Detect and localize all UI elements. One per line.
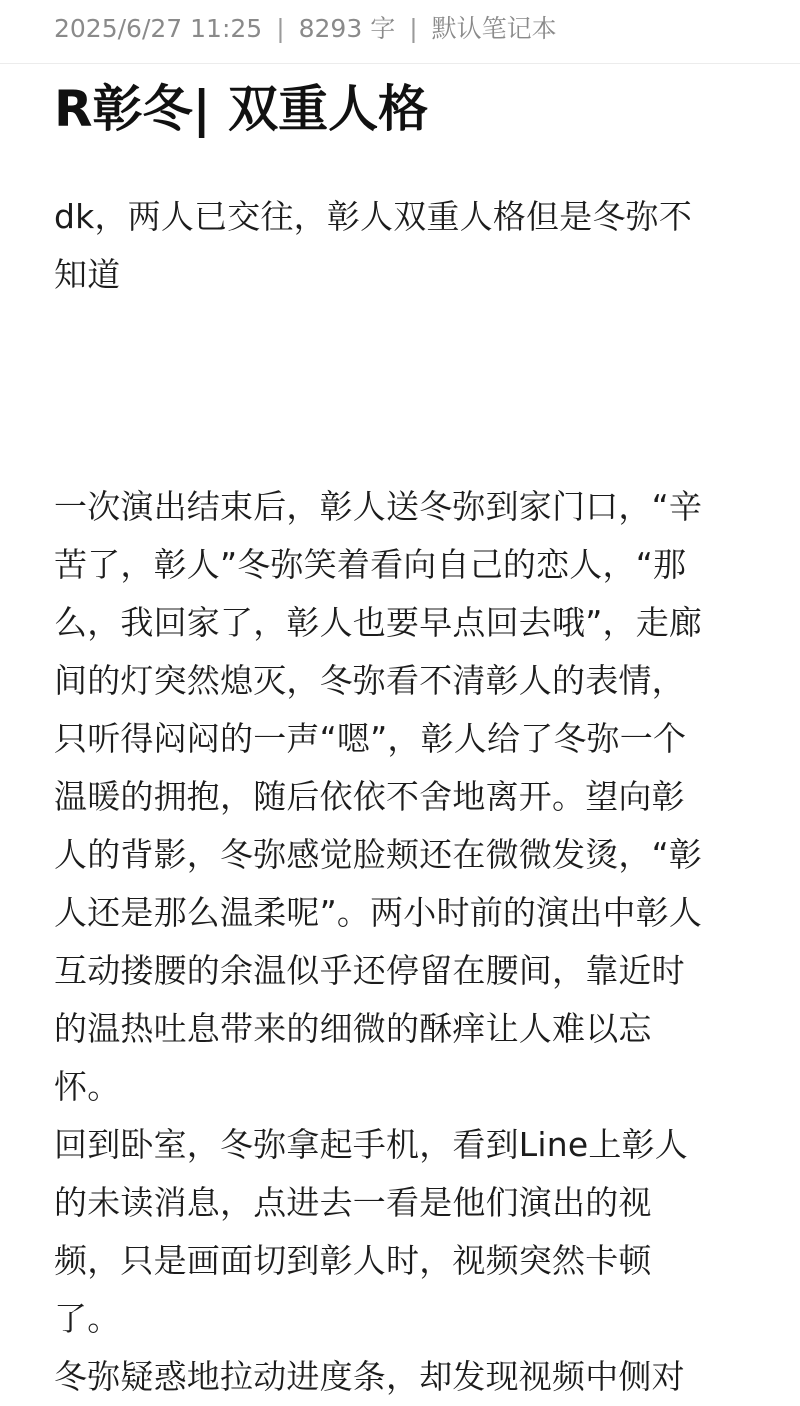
meta-separator: |: [276, 14, 285, 43]
text-line: 知道: [54, 255, 121, 294]
text-line: 人的背影，冬弥感觉脸颊还在微微发烫，“彰: [54, 835, 703, 874]
text-line: 的温热吐息带来的细微的酥痒让人难以忘: [54, 1009, 652, 1048]
text-line: 么，我回家了，彰人也要早点回去哦”，走廊: [54, 603, 703, 642]
text-line: 一次演出结束后，彰人送冬弥到家门口，“辛: [54, 487, 703, 526]
note-meta-bar: [0, 0, 800, 64]
text-line: 怀。: [54, 1067, 121, 1106]
body-paragraph: [54, 478, 754, 1116]
text-line: 了。: [54, 1299, 121, 1338]
note-body: [54, 188, 754, 1396]
note-word-count: 8293 字: [298, 14, 396, 43]
notebook-name[interactable]: 默认笔记本: [431, 14, 557, 43]
text-line: 间的灯突然熄灭，冬弥看不清彰人的表情，: [54, 661, 685, 700]
text-line: 人还是那么温柔呢”。两小时前的演出中彰人: [54, 893, 703, 932]
text-line: 冬弥疑惑地拉动进度条，却发现视频中侧对: [54, 1357, 685, 1396]
body-paragraph: [54, 1348, 754, 1406]
text-line: dk，两人已交往，彰人双重人格但是冬弥不: [54, 197, 693, 236]
text-line: 温暖的拥抱，随后依依不舍地离开。望向彰: [54, 777, 685, 816]
note-datetime: 2025/6/27 11:25: [54, 14, 263, 43]
text-line: 只听得闷闷的一声“嗯”，彰人给了冬弥一个: [54, 719, 687, 758]
blank-space: [54, 304, 754, 478]
text-line: 回到卧室，冬弥拿起手机，看到Line上彰人: [54, 1125, 688, 1164]
note-title: R彰冬| 双重人格: [54, 80, 429, 138]
summary-paragraph: [54, 188, 754, 304]
meta-separator: |: [409, 14, 418, 43]
text-line: 的未读消息，点进去一看是他们演出的视: [54, 1183, 652, 1222]
body-paragraph: [54, 1116, 754, 1348]
text-line: 苦了，彰人”冬弥笑着看向自己的恋人，“那: [54, 545, 687, 584]
text-line: 互动搂腰的余温似乎还停留在腰间，靠近时: [54, 951, 685, 990]
text-line: 频，只是画面切到彰人时，视频突然卡顿: [54, 1241, 652, 1280]
